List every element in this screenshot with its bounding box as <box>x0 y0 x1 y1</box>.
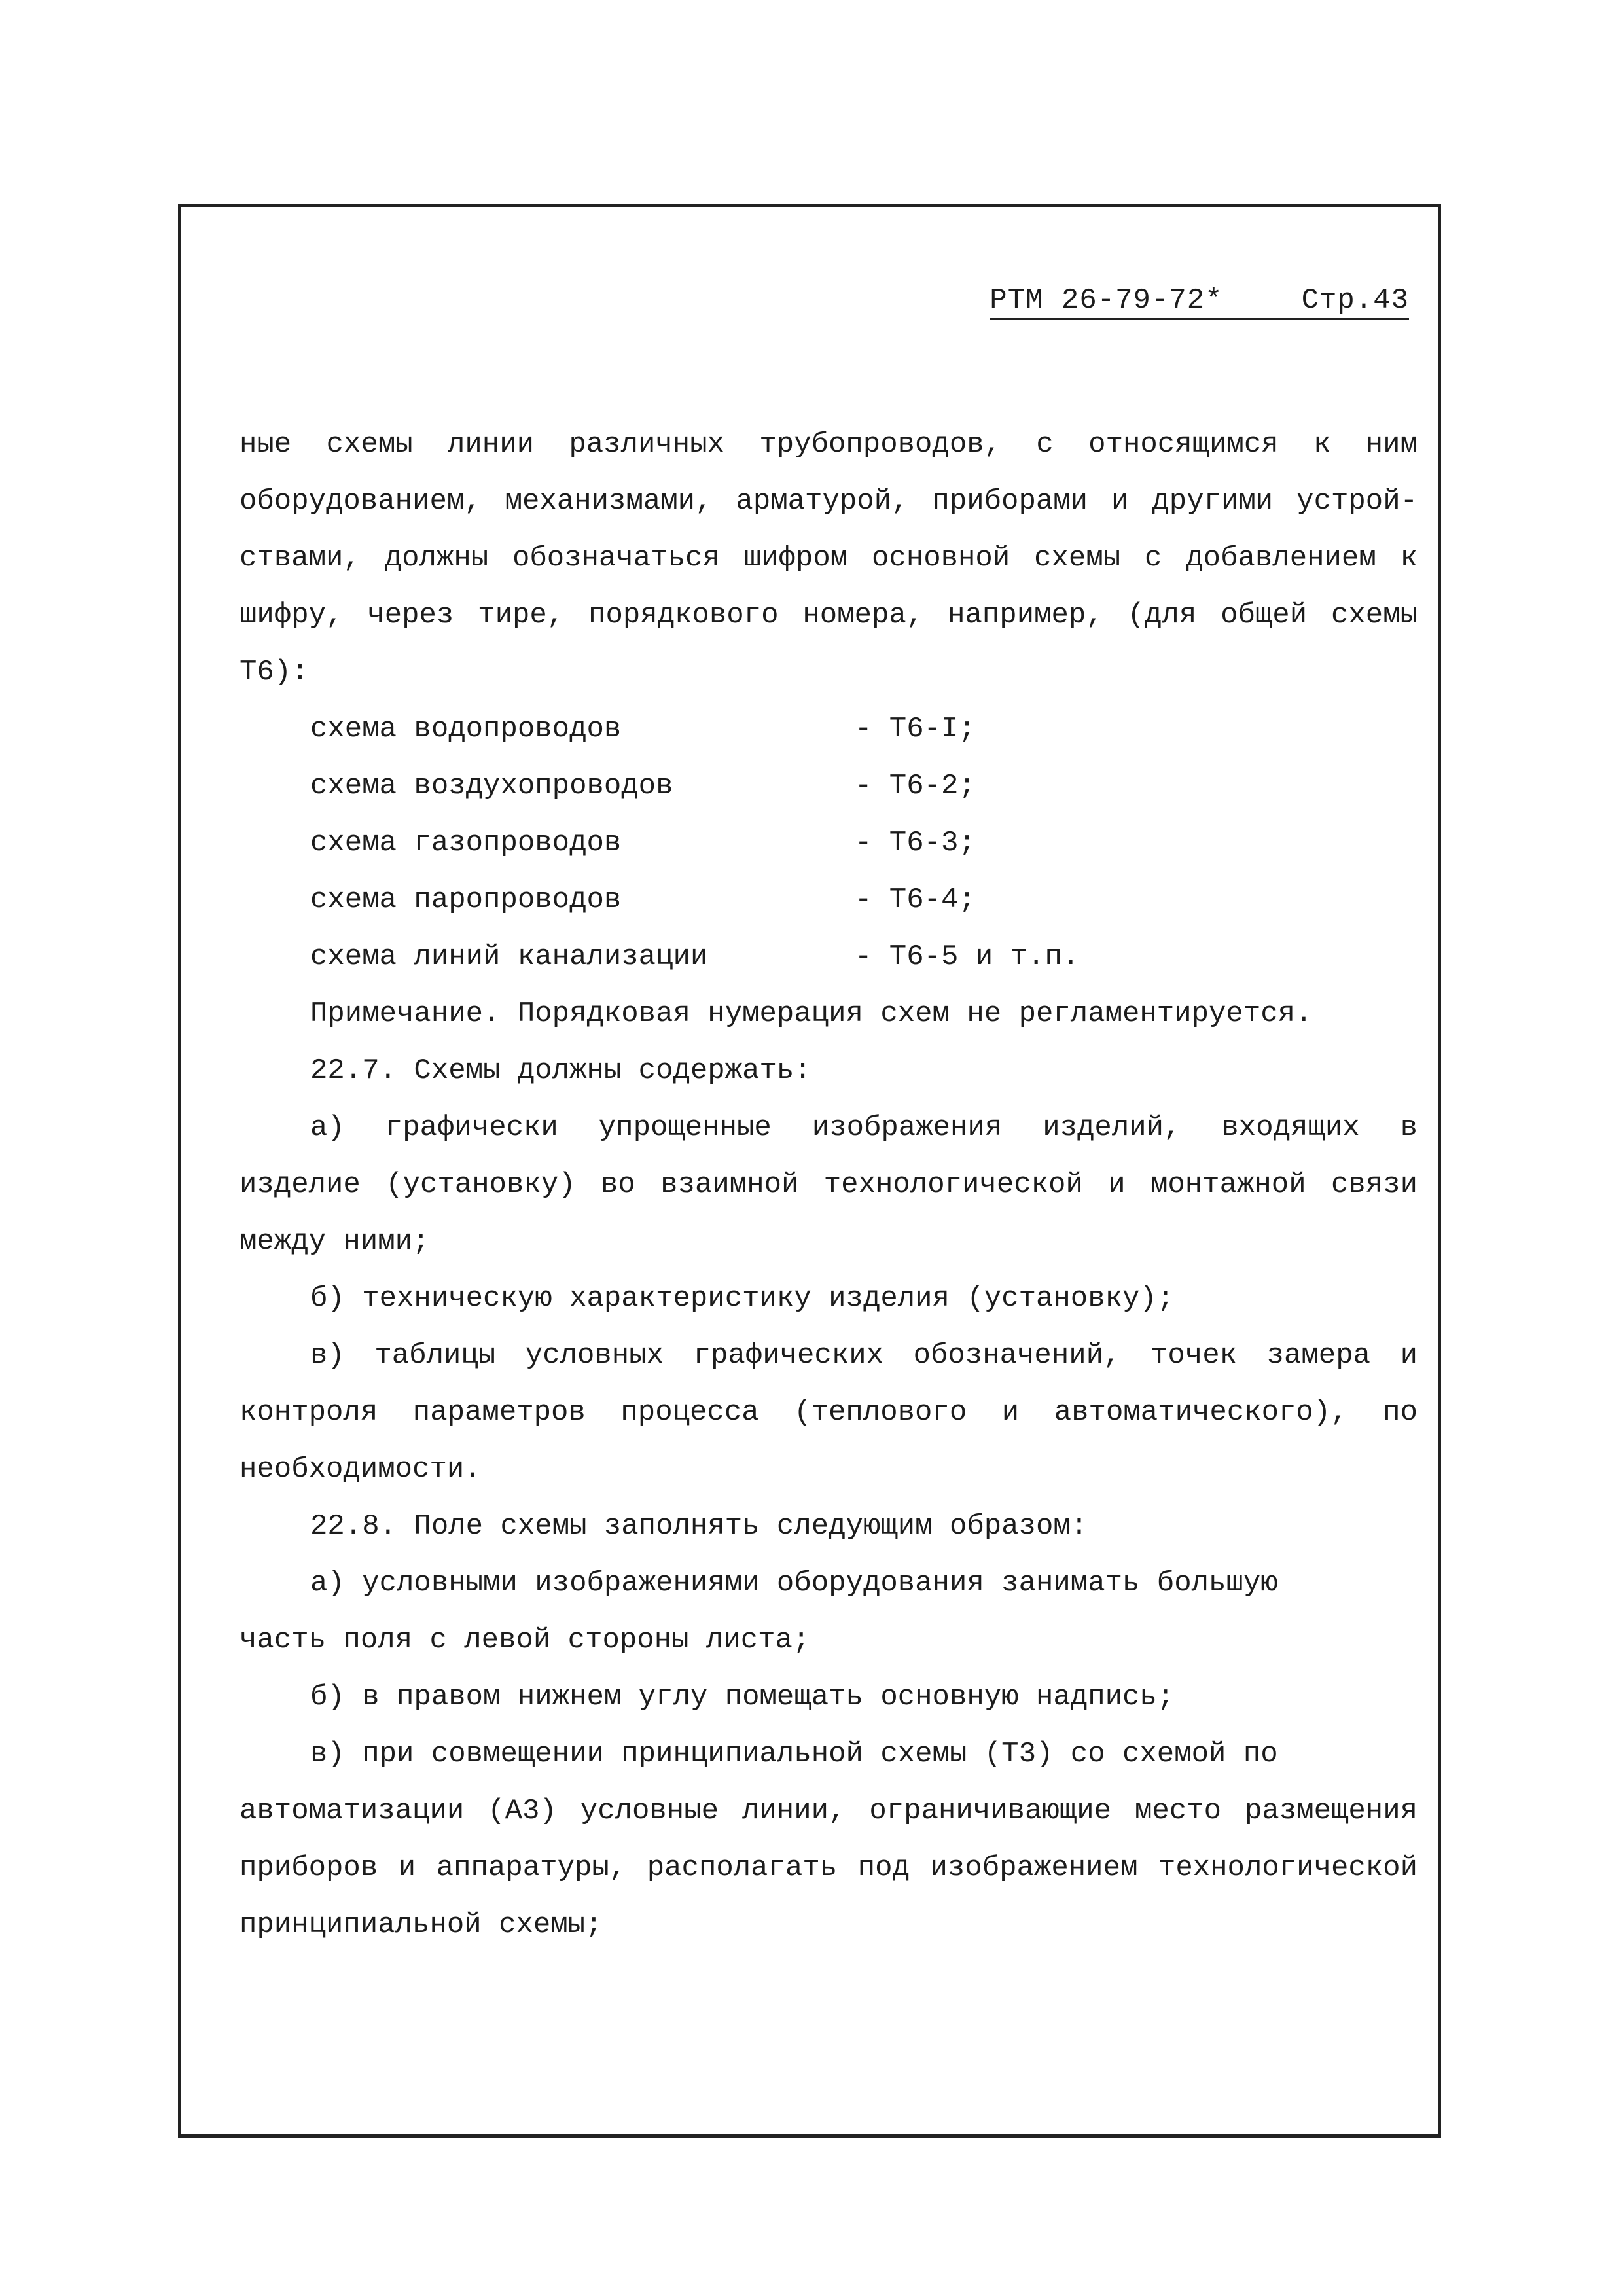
page-number: Стр.43 <box>1301 284 1409 317</box>
paragraph-line: Т6): <box>240 656 309 689</box>
section-title-22-7: 22.7. Схемы должны содержать: <box>310 1054 812 1087</box>
section-title-22-8: 22.8. Поле схемы заполнять следующим образом: <box>310 1510 1088 1543</box>
paragraph-line: необходимости. <box>240 1453 482 1486</box>
scheme-item <box>240 758 1418 815</box>
paragraph-line: принципиальной схемы; <box>240 1909 603 1941</box>
paragraph-line: контроля параметров процесса (теплового и автоматического), по <box>240 1396 1418 1429</box>
scheme-name: схема линий канализации <box>310 941 708 973</box>
paragraph-line: автоматизации (А3) условные линии, ограничивающие место размещения <box>240 1795 1418 1827</box>
paragraph-line: а) условными изображениями оборудования занимать большую <box>310 1567 1278 1600</box>
paragraph-line: б) техническую характеристику изделия (установку); <box>310 1282 1175 1315</box>
note-line: Примечание. Порядковая нумерация схем не регламентируется. <box>310 997 1313 1030</box>
paragraph-line: а) графически упрощенные изображения изделий, входящих в <box>310 1111 1418 1144</box>
scheme-item <box>240 929 1418 986</box>
scheme-name: схема воздухопроводов <box>310 770 673 802</box>
paragraph-line: часть поля с левой стороны листа; <box>240 1624 810 1657</box>
scheme-list <box>240 701 1418 986</box>
scheme-code: - Т6-2; <box>855 770 976 802</box>
document-code: РТМ 26-79-72* <box>990 284 1223 317</box>
body-text <box>240 416 1418 1954</box>
scheme-code: - Т6-I; <box>855 713 976 745</box>
paragraph-line: шифру, через тире, порядкового номера, например, (для общей схемы <box>240 599 1418 632</box>
paragraph-line: приборов и аппаратуры, располагать под изображением технологической <box>240 1852 1418 1884</box>
paragraph-line: ствами, должны обозначаться шифром основной схемы с добавлением к <box>240 542 1418 575</box>
paragraph-line: оборудованием, механизмами, арматурой, приборами и другими устрой- <box>240 485 1418 518</box>
paragraph-line: в) при совмещении принципиальной схемы (Т3) со схемой по <box>310 1738 1278 1770</box>
scheme-name: схема газопроводов <box>310 827 622 859</box>
scheme-name: схема паропроводов <box>310 884 622 916</box>
page-header <box>990 284 1409 320</box>
paragraph-line: изделие (установку) во взаимной технологической и монтажной связи <box>240 1168 1418 1201</box>
scheme-name: схема водопроводов <box>310 713 622 745</box>
scheme-item <box>240 701 1418 758</box>
scheme-item <box>240 815 1418 872</box>
paragraph-line: между ними; <box>240 1225 430 1258</box>
page-frame <box>178 204 1441 2138</box>
scheme-code: - Т6-3; <box>855 827 976 859</box>
paragraph-line: б) в правом нижнем углу помещать основную надпись; <box>310 1681 1175 1713</box>
scheme-code: - Т6-5 и т.п. <box>855 941 1080 973</box>
scheme-code: - Т6-4; <box>855 884 976 916</box>
paragraph-line: в) таблицы условных графических обозначений, точек замера и <box>310 1339 1418 1372</box>
paragraph-line: ные схемы линии различных трубопроводов, с относящимся к ним <box>240 428 1418 461</box>
scheme-item <box>240 872 1418 929</box>
